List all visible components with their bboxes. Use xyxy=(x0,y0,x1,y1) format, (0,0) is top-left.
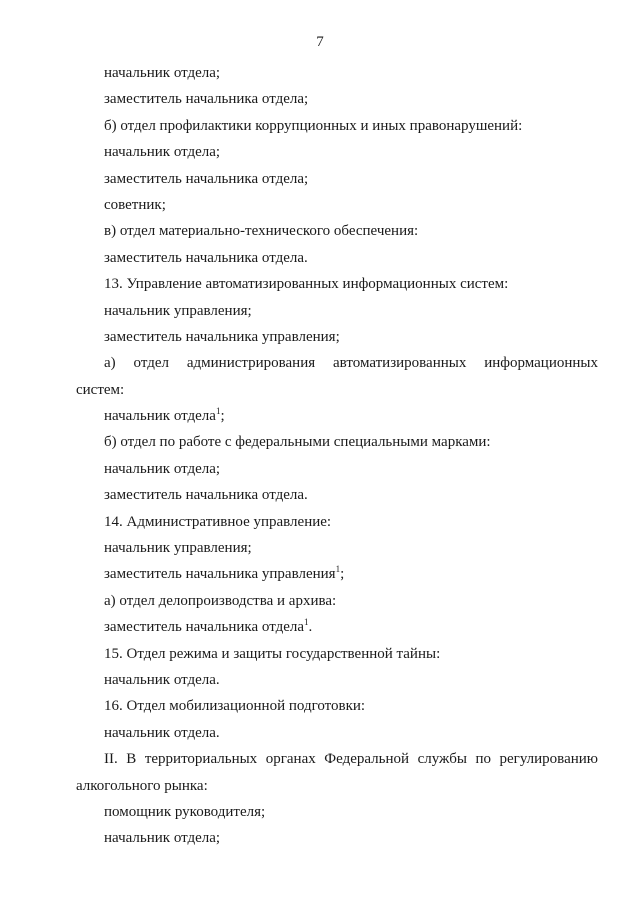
section-heading xyxy=(76,275,598,301)
list-item xyxy=(76,539,598,565)
list-item xyxy=(76,117,598,143)
line-text: заместитель начальника управления; xyxy=(104,328,340,345)
line-text: 15. Отдел режима и защиты государственной тайны: xyxy=(104,645,441,662)
list-item xyxy=(76,170,598,196)
section-heading xyxy=(76,645,598,671)
line-text: начальник отдела. xyxy=(104,724,220,741)
list-item xyxy=(76,460,598,486)
list-item xyxy=(76,328,598,354)
paragraph-continuation: алкогольного рынка: xyxy=(76,777,208,794)
footnote-marker: 1 xyxy=(304,617,309,628)
list-item xyxy=(76,486,598,512)
list-item xyxy=(76,407,598,433)
list-item xyxy=(76,90,598,116)
section-heading xyxy=(76,513,598,539)
list-item xyxy=(76,592,598,618)
line-text: заместитель начальника отдела. xyxy=(104,487,308,504)
line-text: заместитель начальника отдела xyxy=(104,619,304,636)
line-text: советник; xyxy=(104,196,166,213)
list-item xyxy=(76,433,598,459)
page-number: 7 xyxy=(316,34,324,50)
section-heading xyxy=(76,697,598,723)
list-item xyxy=(76,64,598,90)
line-text: начальник управления; xyxy=(104,540,252,557)
document-body xyxy=(76,64,598,856)
line-text: б) отдел профилактики коррупционных и иных правонарушений: xyxy=(104,117,523,134)
wrapped-paragraph xyxy=(76,750,598,794)
list-item xyxy=(76,222,598,248)
line-text: начальник управления; xyxy=(104,302,252,319)
list-item xyxy=(76,143,598,169)
list-item xyxy=(76,671,598,697)
line-text: начальник отдела; xyxy=(104,830,221,847)
line-text: начальник отдела; xyxy=(104,460,221,477)
wrapped-paragraph xyxy=(76,354,598,398)
line-text: а) отдел делопроизводства и архива: xyxy=(104,592,337,609)
line-text: заместитель начальника отдела; xyxy=(104,91,309,108)
line-text: в) отдел материально-технического обеспечения: xyxy=(104,223,419,240)
line-text: 14. Административное управление: xyxy=(104,513,332,530)
line-text: 13. Управление автоматизированных информационных систем: xyxy=(104,276,509,293)
line-text: заместитель начальника управления xyxy=(104,566,336,583)
list-item xyxy=(76,829,598,855)
line-punctuation: . xyxy=(308,619,313,636)
line-text: заместитель начальника отдела; xyxy=(104,170,309,187)
line-text: помощник руководителя; xyxy=(104,803,266,820)
line-text: начальник отдела xyxy=(104,408,216,425)
line-text: начальник отдела. xyxy=(104,671,220,688)
list-item xyxy=(76,249,598,275)
line-text: заместитель начальника отдела. xyxy=(104,249,308,266)
paragraph-first-line: а) отдел администрирования автоматизированных информационных xyxy=(104,355,598,372)
line-punctuation: ; xyxy=(220,408,225,425)
list-item xyxy=(76,565,598,591)
line-punctuation: ; xyxy=(340,566,345,583)
list-item xyxy=(76,724,598,750)
list-item xyxy=(76,618,598,644)
footnote-marker: 1 xyxy=(335,564,341,575)
list-item xyxy=(76,196,598,222)
line-text: начальник отдела; xyxy=(104,65,221,81)
paragraph-continuation: систем: xyxy=(76,381,125,398)
footnote-marker: 1 xyxy=(215,406,221,417)
line-text: начальник отдела; xyxy=(104,144,221,161)
paragraph-first-line: II. В территориальных органах Федеральной службы по регулированию xyxy=(104,751,598,768)
line-text: б) отдел по работе с федеральными специальными марками: xyxy=(104,434,491,451)
line-text: 16. Отдел мобилизационной подготовки: xyxy=(104,698,366,715)
list-item xyxy=(76,302,598,328)
list-item xyxy=(76,803,598,829)
